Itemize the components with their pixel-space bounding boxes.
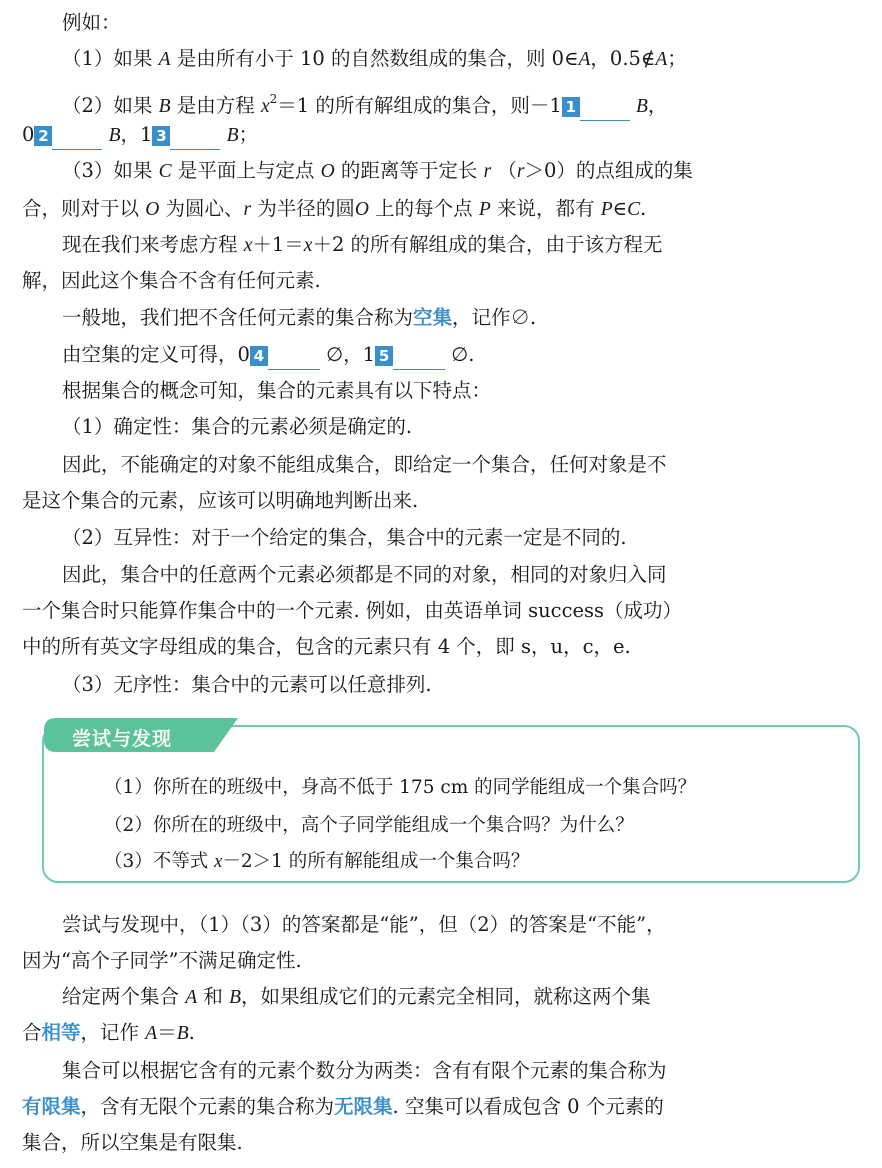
answer-blank-4[interactable]: 4 bbox=[250, 340, 320, 362]
answer-blank-1[interactable]: 1 bbox=[562, 91, 630, 113]
example-3-line-2: 合，则对于以 O 为圆心、r 为半径的圆O 上的每个点 P 来说，都有 P∈C. bbox=[22, 197, 647, 220]
keyword-finite-set: 有限集 bbox=[22, 1095, 81, 1118]
feature-distinctness-explain-2: 一个集合时只能算作集合中的一个元素. 例如，由英语单词 success（成功） bbox=[22, 599, 683, 622]
feature-determinacy-explain-1: 因此，不能确定的对象不能组成集合，即给定一个集合，任何对象是不 bbox=[62, 453, 667, 476]
explore-question-3: （3）不等式 x－2＞1 的所有解能组成一个集合吗？ bbox=[104, 851, 530, 872]
equal-sets-line-2: 合相等，记作 A＝B. bbox=[22, 1021, 195, 1044]
equal-sets-line-1: 给定两个集合 A 和 B，如果组成它们的元素完全相同，就称这两个集 bbox=[62, 985, 651, 1008]
answer-line-2: 因为“高个子同学”不满足确定性. bbox=[22, 949, 302, 972]
example-1: （1）如果 A 是由所有小于 10 的自然数组成的集合，则 0∈A，0.5∉A； bbox=[62, 47, 687, 70]
empty-set-relation: 由空集的定义可得，0 4 ∅，1 5 ∅. bbox=[62, 340, 474, 370]
keyword-equal: 相等 bbox=[41, 1021, 81, 1044]
finite-sets-line-3: 集合，所以空集是有限集. bbox=[22, 1131, 243, 1154]
keyword-infinite-set: 无限集 bbox=[334, 1095, 393, 1118]
finite-sets-line-2: 有限集，含有无限个元素的集合称为无限集. 空集可以看成包含 0 个元素的 bbox=[22, 1095, 664, 1118]
feature-determinacy-explain-2: 是这个集合的元素，应该可以明确地判断出来. bbox=[22, 489, 419, 512]
example-intro: 例如： bbox=[62, 11, 121, 34]
features-intro: 根据集合的概念可知，集合的元素具有以下特点： bbox=[62, 379, 492, 402]
consider-line-1: 现在我们来考虑方程 x＋1＝x＋2 的所有解组成的集合，由于该方程无 bbox=[62, 233, 663, 256]
feature-unordered: （3）无序性：集合中的元素可以任意排列. bbox=[62, 673, 432, 696]
example-2-line-2: 0 2 B，1 3 B； bbox=[22, 120, 258, 151]
feature-distinctness: （2）互异性：对于一个给定的集合，集合中的元素一定是不同的. bbox=[62, 526, 627, 549]
example-2-line-1: （2）如果 B 是由方程 $x^2=1$ 的所有解组成的集合，则－1 1 B， bbox=[62, 84, 667, 122]
finite-sets-line-1: 集合可以根据它含有的元素个数分为两类：含有有限个元素的集合称为 bbox=[62, 1059, 667, 1082]
answer-line-1: 尝试与发现中，（1）（3）的答案都是“能”，但（2）的答案是“不能”， bbox=[62, 913, 666, 936]
consider-line-2: 解，因此这个集合不含有任何元素. bbox=[22, 269, 321, 292]
explore-question-1: （1）你所在的班级中，身高不低于 175 cm 的同学能组成一个集合吗？ bbox=[104, 777, 697, 798]
example-3-line-1: （3）如果 C 是平面上与定点 O 的距离等于定长 r （r＞0）的点组成的集 bbox=[62, 159, 693, 182]
empty-set-definition: 一般地，我们把不含任何元素的集合称为空集，记作∅. bbox=[62, 306, 537, 329]
feature-determinacy: （1）确定性：集合的元素必须是确定的. bbox=[62, 415, 413, 438]
explore-question-2: （2）你所在的班级中，高个子同学能组成一个集合吗？为什么？ bbox=[104, 815, 634, 836]
answer-blank-3[interactable]: 3 bbox=[152, 120, 220, 142]
answer-blank-5[interactable]: 5 bbox=[375, 340, 445, 362]
feature-distinctness-explain-3: 中的所有英文字母组成的集合，包含的元素只有 4 个，即 s，u，c，e. bbox=[22, 635, 631, 658]
try-and-discover-title: 尝试与发现 bbox=[72, 728, 173, 750]
keyword-empty-set: 空集 bbox=[413, 306, 453, 329]
answer-blank-2[interactable]: 2 bbox=[34, 120, 102, 142]
feature-distinctness-explain-1: 因此，集合中的任意两个元素必须都是不同的对象，相同的对象归入同 bbox=[62, 563, 667, 586]
